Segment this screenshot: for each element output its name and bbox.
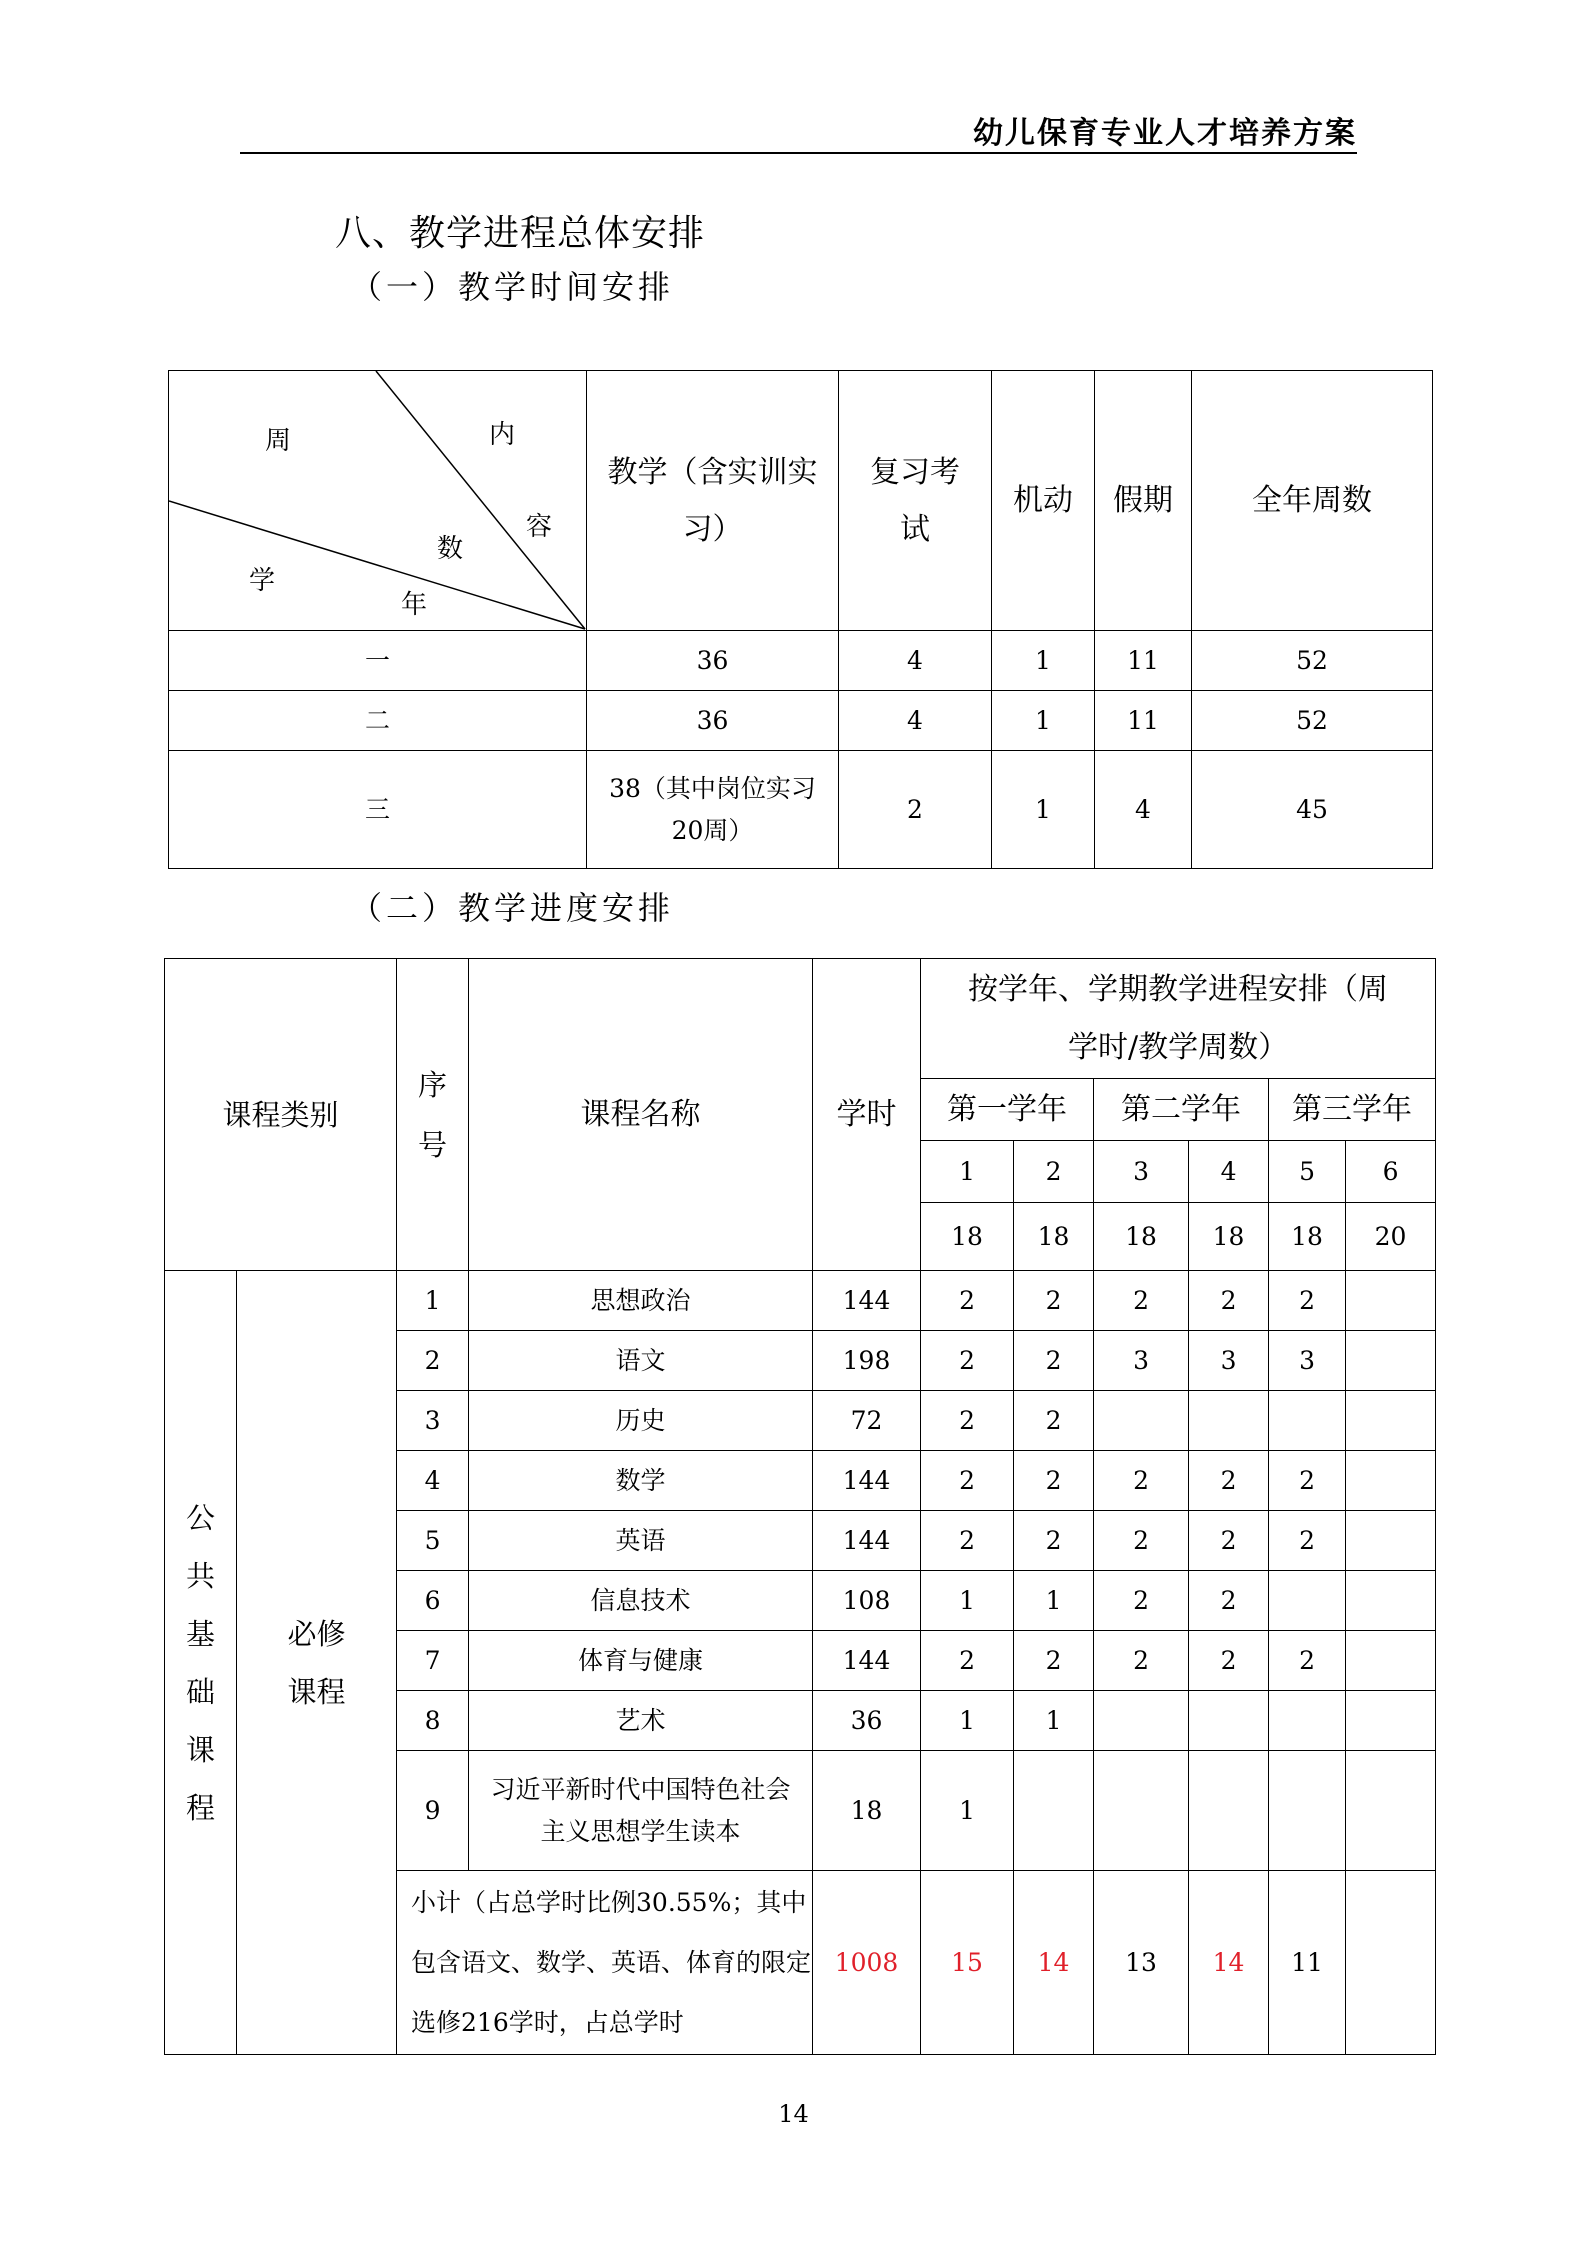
- term-hours: 2: [921, 1391, 1014, 1451]
- term-weeks: 18: [1189, 1203, 1269, 1271]
- header-course-name: 课程名称: [469, 959, 813, 1271]
- course-name: 英语: [469, 1511, 813, 1571]
- term-hours: [1094, 1751, 1189, 1871]
- term-hours: 2: [921, 1631, 1014, 1691]
- total-weeks-cell: 52: [1192, 691, 1433, 751]
- term-hours: 2: [1269, 1271, 1346, 1331]
- course-no: 5: [397, 1511, 469, 1571]
- holiday-weeks-cell: 4: [1095, 751, 1192, 869]
- term-number: 1: [921, 1141, 1014, 1203]
- exam-weeks-cell: 2: [839, 751, 992, 869]
- table-row: [165, 1271, 1436, 1331]
- flex-weeks-cell: 1: [992, 691, 1095, 751]
- term-hours: 2: [1189, 1631, 1269, 1691]
- term-hours: 2: [1014, 1451, 1094, 1511]
- course-hours: 144: [813, 1511, 921, 1571]
- teaching-weeks-cell: 36: [587, 631, 839, 691]
- col-header-review-exam: 复习考试: [839, 371, 992, 631]
- term-number: 4: [1189, 1141, 1269, 1203]
- term-number: 5: [1269, 1141, 1346, 1203]
- term-hours: 2: [1014, 1271, 1094, 1331]
- subsection-title-progress: （二）教学进度安排: [350, 889, 675, 927]
- term-hours: 1: [921, 1751, 1014, 1871]
- flex-weeks-cell: 1: [992, 751, 1095, 869]
- course-no: 7: [397, 1631, 469, 1691]
- course-name: 习近平新时代中国特色社会主义思想学生读本: [469, 1751, 813, 1871]
- term-weeks: 18: [921, 1203, 1014, 1271]
- term-weeks: 20: [1346, 1203, 1436, 1271]
- header-year-3: 第三学年: [1269, 1079, 1436, 1141]
- teaching-weeks-cell: 36: [587, 691, 839, 751]
- course-hours: 144: [813, 1451, 921, 1511]
- exam-weeks-cell: 4: [839, 691, 992, 751]
- course-no: 6: [397, 1571, 469, 1631]
- term-hours: 2: [1189, 1271, 1269, 1331]
- table-row: [169, 751, 1433, 869]
- term-hours: [1094, 1391, 1189, 1451]
- term-hours: 2: [1269, 1451, 1346, 1511]
- table-row: [169, 691, 1433, 751]
- year-cell: 三: [169, 751, 587, 869]
- course-no: 3: [397, 1391, 469, 1451]
- subtotal-term-hours: 14: [1014, 1871, 1094, 2055]
- diag-label-content-1: 内: [489, 420, 516, 450]
- term-hours: 2: [1014, 1391, 1094, 1451]
- category-public-basic: 公共基础课程: [165, 1271, 237, 2055]
- course-no: 9: [397, 1751, 469, 1871]
- diagonal-lines: [169, 371, 587, 631]
- total-weeks-cell: 52: [1192, 631, 1433, 691]
- course-hours: 108: [813, 1571, 921, 1631]
- term-hours: 2: [1014, 1511, 1094, 1571]
- document-header-title: 幼儿保育专业人才培养方案: [973, 116, 1357, 151]
- subtotal-term-hours: 13: [1094, 1871, 1189, 2055]
- term-hours: 2: [1094, 1271, 1189, 1331]
- flex-weeks-cell: 1: [992, 631, 1095, 691]
- course-hours: 36: [813, 1691, 921, 1751]
- diag-label-content-2: 容: [526, 512, 553, 542]
- term-hours: 1: [1014, 1571, 1094, 1631]
- term-hours: [1346, 1391, 1436, 1451]
- term-hours: 3: [1189, 1331, 1269, 1391]
- term-hours: 2: [1094, 1631, 1189, 1691]
- term-hours: [1189, 1751, 1269, 1871]
- teaching-progress-table: [164, 958, 1436, 2055]
- diag-label-count: 数: [437, 534, 464, 564]
- term-hours: [1346, 1631, 1436, 1691]
- term-hours: 2: [1014, 1331, 1094, 1391]
- term-hours: 2: [921, 1271, 1014, 1331]
- teaching-weeks-cell: 38（其中岗位实习20周）: [587, 751, 839, 869]
- course-no: 1: [397, 1271, 469, 1331]
- course-name: 体育与健康: [469, 1631, 813, 1691]
- term-number: 6: [1346, 1141, 1436, 1203]
- course-no: 4: [397, 1451, 469, 1511]
- col-header-flexible: 机动: [992, 371, 1095, 631]
- term-hours: [1346, 1451, 1436, 1511]
- subtotal-term-hours: [1346, 1871, 1436, 2055]
- diag-label-week: 周: [265, 426, 292, 456]
- course-hours: 144: [813, 1631, 921, 1691]
- term-hours: 2: [1094, 1571, 1189, 1631]
- course-name: 思想政治: [469, 1271, 813, 1331]
- header-course-category: 课程类别: [165, 959, 397, 1271]
- term-hours: 2: [1189, 1571, 1269, 1631]
- subtotal-label: 小计（占总学时比例30.55%；其中包含语文、数学、英语、体育的限定选修216学时，占总学时: [397, 1871, 813, 2055]
- course-name: 语文: [469, 1331, 813, 1391]
- term-hours: 1: [921, 1571, 1014, 1631]
- header-schedule-arrangement: 按学年、学期教学进程安排（周学时/教学周数）: [921, 959, 1436, 1079]
- course-hours: 198: [813, 1331, 921, 1391]
- category-compulsory: 必修课程: [237, 1271, 397, 2055]
- term-hours: 1: [921, 1691, 1014, 1751]
- term-hours: [1014, 1751, 1094, 1871]
- term-hours: 2: [1269, 1631, 1346, 1691]
- col-header-annual-weeks: 全年周数: [1192, 371, 1433, 631]
- course-name: 艺术: [469, 1691, 813, 1751]
- term-hours: 3: [1094, 1331, 1189, 1391]
- diag-label-year: 年: [401, 590, 428, 620]
- term-hours: [1094, 1691, 1189, 1751]
- course-hours: 144: [813, 1271, 921, 1331]
- holiday-weeks-cell: 11: [1095, 631, 1192, 691]
- term-weeks: 18: [1014, 1203, 1094, 1271]
- term-hours: 2: [1269, 1511, 1346, 1571]
- section-title: 八、教学进程总体安排: [335, 213, 706, 254]
- term-hours: 2: [1189, 1511, 1269, 1571]
- term-hours: [1269, 1751, 1346, 1871]
- term-hours: [1346, 1511, 1436, 1571]
- term-hours: [1346, 1271, 1436, 1331]
- term-hours: 3: [1269, 1331, 1346, 1391]
- subtotal-term-hours: 15: [921, 1871, 1014, 2055]
- subtotal-hours: 1008: [813, 1871, 921, 2055]
- course-name: 数学: [469, 1451, 813, 1511]
- header-hours: 学时: [813, 959, 921, 1271]
- term-hours: [1189, 1691, 1269, 1751]
- subtotal-term-hours: 14: [1189, 1871, 1269, 2055]
- term-hours: [1269, 1391, 1346, 1451]
- course-hours: 72: [813, 1391, 921, 1451]
- course-no: 2: [397, 1331, 469, 1391]
- diagonal-header-cell: [169, 371, 587, 631]
- term-hours: [1346, 1751, 1436, 1871]
- term-hours: 1: [1014, 1691, 1094, 1751]
- term-hours: [1269, 1691, 1346, 1751]
- term-hours: [1346, 1571, 1436, 1631]
- holiday-weeks-cell: 11: [1095, 691, 1192, 751]
- term-number: 2: [1014, 1141, 1094, 1203]
- term-hours: [1269, 1571, 1346, 1631]
- term-hours: [1189, 1391, 1269, 1451]
- diag-label-study: 学: [249, 566, 276, 596]
- teaching-time-table: [168, 370, 1433, 869]
- exam-weeks-cell: 4: [839, 631, 992, 691]
- total-weeks-cell: 45: [1192, 751, 1433, 869]
- term-hours: [1346, 1691, 1436, 1751]
- year-cell: 一: [169, 631, 587, 691]
- term-hours: 2: [921, 1451, 1014, 1511]
- term-weeks: 18: [1094, 1203, 1189, 1271]
- col-header-teaching: 教学（含实训实习）: [587, 371, 839, 631]
- page-number: 14: [778, 2100, 809, 2128]
- header-year-2: 第二学年: [1094, 1079, 1269, 1141]
- header-serial-no: 序号: [397, 959, 469, 1271]
- header-divider: [240, 152, 1357, 154]
- term-hours: 2: [921, 1331, 1014, 1391]
- subsection-title-time: （一）教学时间安排: [350, 268, 675, 306]
- course-name: 信息技术: [469, 1571, 813, 1631]
- term-hours: [1346, 1331, 1436, 1391]
- term-hours: 2: [1094, 1511, 1189, 1571]
- term-hours: 2: [1094, 1451, 1189, 1511]
- col-header-holiday: 假期: [1095, 371, 1192, 631]
- table-row: [169, 631, 1433, 691]
- subtotal-term-hours: 11: [1269, 1871, 1346, 2055]
- term-weeks: 18: [1269, 1203, 1346, 1271]
- course-hours: 18: [813, 1751, 921, 1871]
- term-hours: 2: [1014, 1631, 1094, 1691]
- year-cell: 二: [169, 691, 587, 751]
- term-hours: 2: [921, 1511, 1014, 1571]
- term-number: 3: [1094, 1141, 1189, 1203]
- term-hours: 2: [1189, 1451, 1269, 1511]
- course-name: 历史: [469, 1391, 813, 1451]
- course-no: 8: [397, 1691, 469, 1751]
- header-year-1: 第一学年: [921, 1079, 1094, 1141]
